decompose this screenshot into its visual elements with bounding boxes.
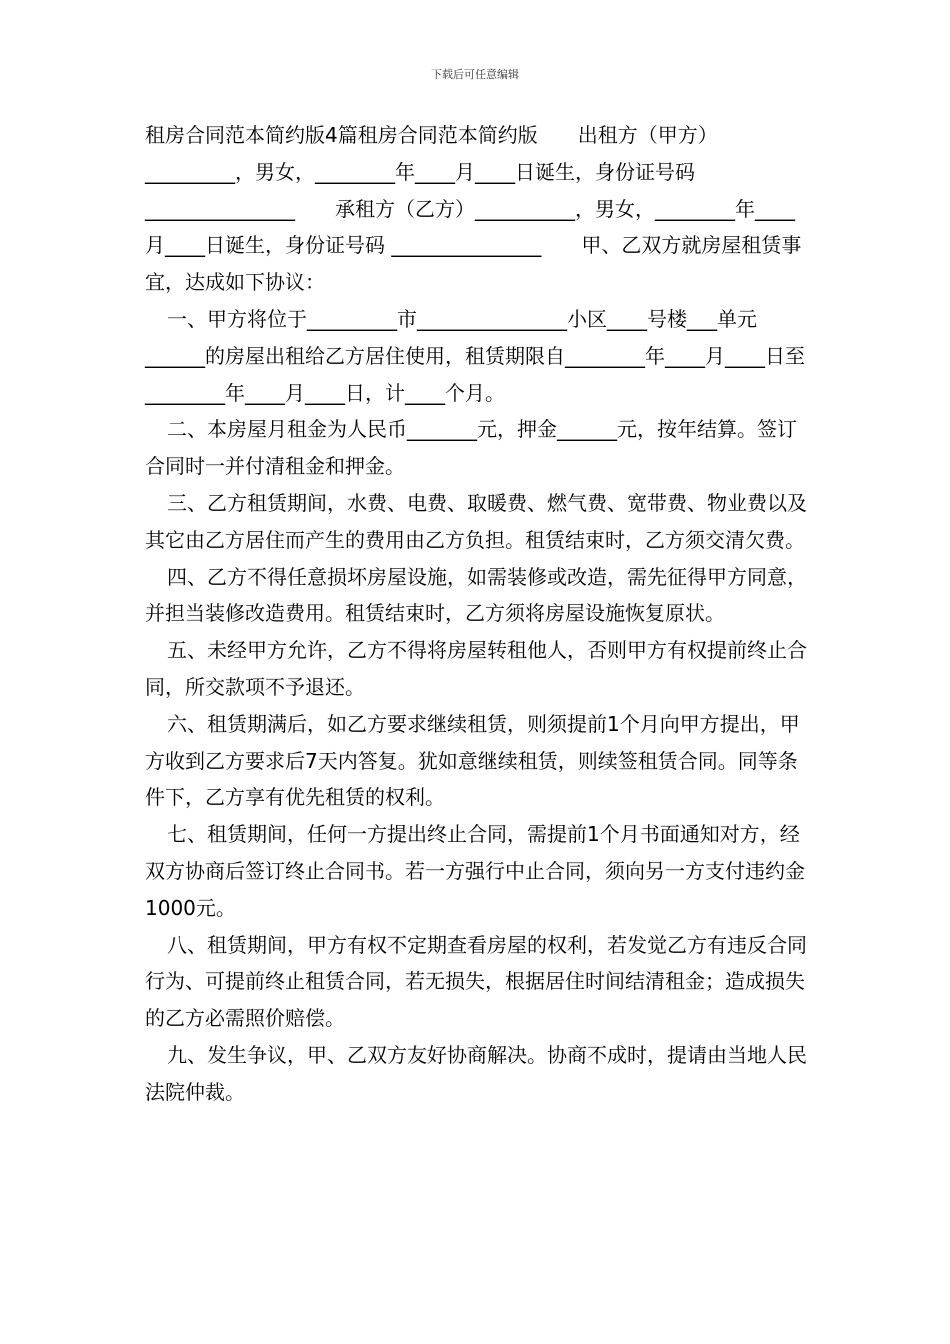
clause-6: 六、租赁期满后，如乙方要求继续租赁，则须提前1个月向甲方提出，甲方收到乙方要求后7天内答复。犹如意继续租赁，则续签租赁合同。同等条件下，乙方享有优先租赁的权利。 xyxy=(145,711,800,810)
clause-9: 九、发生争议，甲、乙双方友好协商解决。协商不成时，提请由当地人民法院仲裁。 xyxy=(145,1042,807,1104)
clause-4: 四、乙方不得任意损坏房屋设施，如需装修或改造，需先征得甲方同意，并担当装修改造费用。租赁结束时，乙方须将房屋设施恢复原状。 xyxy=(145,564,807,626)
clause-1: 一、甲方将位于_________市_______________小区____号楼___单元______的房屋出租给乙方居住使用，租赁期限自________年____月____日至________年____月____日，计____个月。 xyxy=(145,306,805,405)
clause-8: 八、租赁期间，甲方有权不定期查看房屋的权利，若发觉乙方有违反合同行为、可提前终止租赁合同，若无损失，根据居住时间结清租金；造成损失的乙方必需照价赔偿。 xyxy=(145,932,807,1031)
contract-body xyxy=(145,117,810,1111)
clause-5: 五、未经甲方允许，乙方不得将房屋转租他人，否则甲方有权提前终止合同，所交款项不予退还。 xyxy=(145,638,807,699)
contract-intro: 租房合同范本简约版4篇租房合同范本简约版 出租方（甲方）_________，男女，________年____月____日诞生，身份证号码 _______________ 承租方（乙方）__________，男女，________年____月____日诞生，身份证号码 _______________ 甲、乙双方就房屋租赁事宜，达成如下协议： xyxy=(145,123,802,295)
clause-2: 二、本房屋月租金为人民币_______元，押金______元，按年结算。签订合同时一并付清租金和押金。 xyxy=(145,417,797,479)
page-header: 下载后可任意编辑 xyxy=(431,68,519,81)
clause-3: 三、乙方租赁期间，水费、电费、取暖费、燃气费、宽带费、物业费以及其它由乙方居住而产生的费用由乙方负担。租赁结束时，乙方须交清欠费。 xyxy=(145,490,807,552)
clause-7: 七、租赁期间，任何一方提出终止合同，需提前1个月书面通知对方，经双方协商后签订终止合同书。若一方强行中止合同，须向另一方支付违约金1000元。 xyxy=(145,822,805,920)
